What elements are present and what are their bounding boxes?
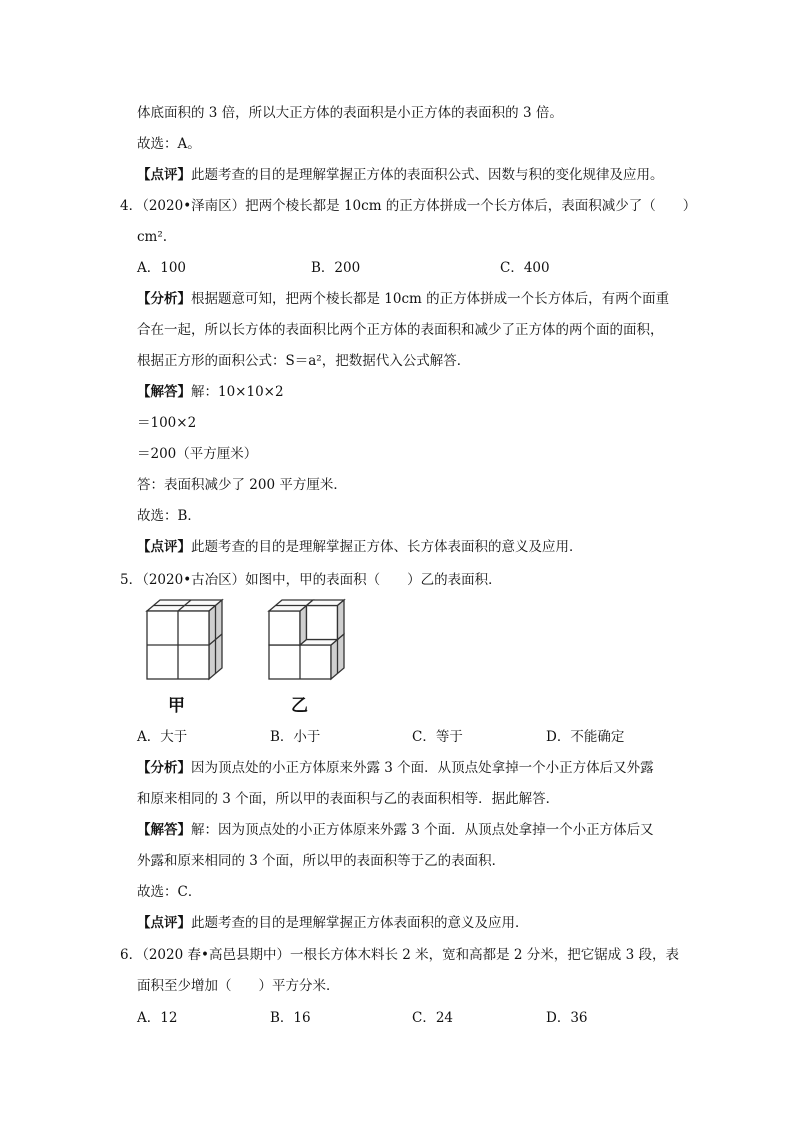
q4-answer-line4: 答：表面积减少了 200 平方厘米． [137,477,347,493]
q5-choose: 故选：C． [137,884,202,900]
q4-option-c: C．400 [500,260,550,276]
analysis-text: 根据题意可知，把两个棱长都是 10cm 的正方体拼成一个长方体后，有两个面重 [191,291,670,307]
q6-option-d: D．36 [546,1010,588,1026]
q4-review [137,537,583,557]
review-text: 此题考查的目的是理解掌握正方体表面积的意义及应用． [191,915,529,931]
q5-review [137,913,529,933]
review-tag: 【点评】 [137,167,191,183]
figure-yi-cube [262,596,372,691]
q5-answer-line2: 外露和原来相同的 3 个面，所以甲的表面积等于乙的表面积． [137,853,506,869]
q5-analysis-line2: 和原来相同的 3 个面，所以甲的表面积与乙的表面积相等．据此解答． [137,791,560,807]
answer-text: 解：10×10×2 [191,384,284,400]
review-tag: 【点评】 [137,539,191,555]
q4-stem-line2: cm². [137,229,168,245]
analysis-tag: 【分析】 [137,291,191,307]
answer-tag: 【解答】 [137,822,191,838]
q4-choose: 故选：B． [137,508,201,524]
answer-text: 解：因为顶点处的小正方体原来外露 3 个面．从顶点处拿掉一个小正方体后又 [191,822,654,838]
q4-answer-line3: ＝200（平方厘米） [137,446,258,462]
q5-option-d: D．不能确定 [546,729,625,745]
q4-answer-line2: ＝100×2 [137,415,197,431]
answer-tag: 【解答】 [137,384,191,400]
q4-option-a: A．100 [137,260,187,276]
q3-choose: 故选：A。 [137,136,201,152]
q6-option-a: A．12 [137,1010,178,1026]
review-text: 此题考查的目的是理解掌握正方体的表面积公式、因数与积的变化规律及应用。 [191,167,664,183]
figure-label-yi: 乙 [291,696,308,716]
q3-cont-line: 体底面积的 3 倍，所以大正方体的表面积是小正方体的表面积的 3 倍。 [137,105,563,121]
q5-analysis-line1 [137,758,654,778]
q3-review [137,165,664,185]
q4-analysis-line2: 合在一起，所以长方体的表面积比两个正方体的表面积和减少了正方体的两个面的面积， [137,322,664,338]
q5-option-a: A．大于 [137,729,188,745]
q5-option-c: C．等于 [412,729,463,745]
q5-answer-line1 [137,820,654,840]
q4-analysis-line1 [137,289,669,309]
q5-stem: 5．（2020•古冶区）如图中，甲的表面积（ ）乙的表面积． [120,572,502,588]
q4-option-b: B．200 [311,260,361,276]
q6-stem-line1: 6．（2020 春•高邑县期中）一根长方体木料长 2 米，宽和高都是 2 分米，把它锯成 3 段，表 [120,947,679,963]
review-tag: 【点评】 [137,915,191,931]
figure-label-jia: 甲 [168,696,185,716]
figure-jia-cube [140,596,250,691]
analysis-tag: 【分析】 [137,760,191,776]
q4-analysis-line3: 根据正方形的面积公式：S＝a²，把数据代入公式解答． [137,353,471,369]
q6-stem-line2: 面积至少增加（ ）平方分米． [137,978,340,994]
review-text: 此题考查的目的是理解掌握正方体、长方体表面积的意义及应用． [191,539,583,555]
q5-option-b: B．小于 [270,729,321,745]
q6-option-b: B．16 [270,1010,311,1026]
analysis-text: 因为顶点处的小正方体原来外露 3 个面．从顶点处拿掉一个小正方体后又外露 [191,760,654,776]
q4-stem-line1: 4．（2020•泽南区）把两个棱长都是 10cm 的正方体拼成一个长方体后，表面积减少了（ ） [120,198,697,214]
q4-answer-line1 [137,382,284,402]
q6-option-c: C．24 [412,1010,454,1026]
